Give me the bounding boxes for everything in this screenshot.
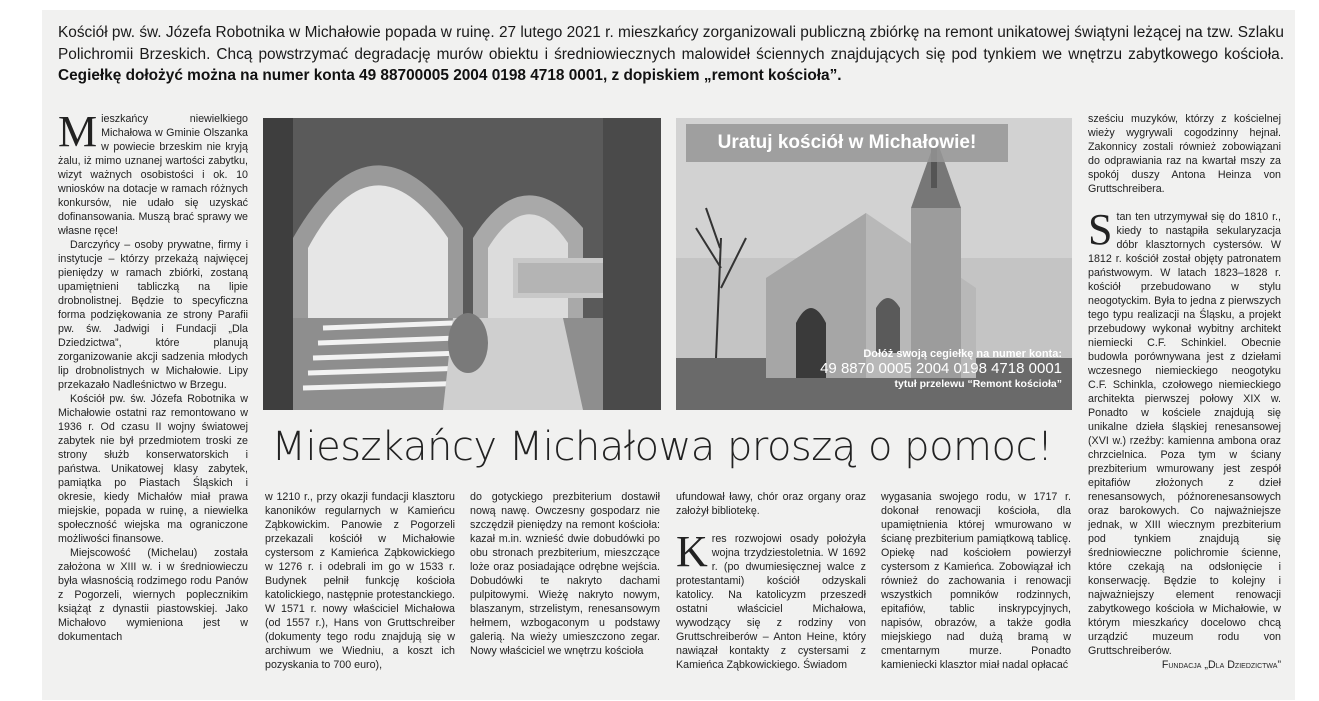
col1-paragraph-3: Kościół pw. św. Józefa Robotnika w Michałowie ostatni raz remontowano w 1936 r. Od czasu II wojny światowej zabytek nie był przedmiotem troski ze strony służb konserwatorskich i państwa. Unikatowej klasy zabytek, pamiątka po Piastach Śląskich i okresie, kiedy Michałów miał prawa miejskie, popada w ruinę, a niewielka społeczność wiejska ma ograniczone możliwości finansowe.: [58, 393, 248, 545]
col5-paragraph-1: wygasania swojego rodu, w 1717 r. dokonał renowacji kościoła, dla upamiętnienia której wmurowano w ścianę prezbiterium pamiątkową tablicę. Opiekę nad kościołem powierzył cystersom z Kamieńca. Zobowiązał ich również do zachowania i renowacji wszystkich pomników rodzinnych, epitafiów, tablic inskrypcyjnych, napisów, obrazów, a także godła miejskiego nad dużą bramą w cmentarnym murze. Ponadto kamieniecki klasztor miał nadal opłacać: [881, 491, 1071, 671]
donation-transfer-title: tytuł przelewu “Remont kościoła”: [894, 378, 1062, 390]
article-column-2: [265, 490, 455, 672]
save-church-banner: Uratuj kościół w Michałowie!: [686, 124, 1008, 162]
article-column-6: [1088, 112, 1281, 672]
col1-paragraph-1: ieszkańcy niewielkiego Michałowa w Gminie Olszanka w powiecie brzeskim nie kryją żalu, iż mimo uznanej wartości zabytku, wizyt ważnych osobistości i ok. 10 wniosków na dotacje w ramach różnych konkursów, nie udało się uzyskać dofinansowania. Muszą brać sprawy we własne ręce!: [58, 113, 248, 237]
col3-paragraph-1: do gotyckiego prezbiterium dostawił nową nawę. Owczesny gospodarz nie szczędził pieniędzy na remont kościoła: kazał m.in. wznieść dwie dobudówki po obu stronach prezbiterium, mieszczące loże oraz posiadające odrębne wejścia. Dobudówki te nakryto dachami pulpitowymi. Wieżę nakryto nowym, blaszanym, strzelistym, renesansowym hełmem, wzbogaconym u podstawy galerią. Na wieży umieszczono zegar. Nowy właściciel we wnętrzu kościoła: [470, 491, 660, 657]
article-signature: Fundacja „Dla Dziedzictwa”: [1161, 659, 1281, 671]
col6-paragraph-2: tan ten utrzymywał się do 1810 r., kiedy to nastąpiła sekularyzacja dóbr klasztornych cystersów. W 1812 r. kościół został objęty patronatem państwowym. W latach 1823–1828 r. kościół przebudowano w stylu neogotyckim. Była to jedna z pierwszych tego typu realizacji na Śląsku, a projekt przebudowy wykonał wybitny architekt niemiecki C.F. Schinkiel. Obecnie budowla porównywana jest z dziełami wczesnego niemieckiego neogotyku C.F. Schinkla, czołowego niemieckiego architekta pierwszej połowy XIX w. Ponadto w kościele znajdują się unikalne dzieła śląskiej renesansowej (XVI w.) rzeźby: kamienna ambona oraz chrzcielnica. Poza tym w ściany prezbiterium wmurowany jest zespół epitafiów złożonych z dzieł renesansowych, późnorenesansowych oraz barokowych. Co najważniejsze jednak, w XIII wiecznym prezbiterium pod tynkiem znajdują się średniowieczne polichromie ścienne, które czekają na odsłonięcie i konserwację. Będzie to kolejny i najważniejszy element renowacji zabytkowego kościoła w Michałowie, w którym mieszkańcy docelowo chcą urządzić muzeum rodu von Gruttschreiberów.: [1088, 211, 1281, 657]
lead-text: Kościół pw. św. Józefa Robotnika w Michałowie popada w ruinę. 27 lutego 2021 r. mieszkańcy zorganizowali publiczną zbiórkę na remont unikatowej świątyni leżącej na tzw. Szlaku Polichromii Brzeskich. Chcą powstrzymać degradację murów obiektu i średniowiecznych malowideł ściennych znajdujących się pod tynkiem we wnętrzu zabytkowego kościoła.: [58, 24, 1284, 63]
dropcap-k: K: [676, 527, 708, 576]
col2-paragraph-1: w 1210 r., przy okazji fundacji klasztoru kanoników regularnych w Kamieńcu Ząbkowickim. Panowie z Pogorzeli przekazali kościół w Michałowie cystersom z Kamieńca Ząbkowickiego w 1276 r. i odebrali im go w 1533 r. Budynek pełnił funkcję kościoła katolickiego, następnie protestanckiego. W 1571 r. nowy właściciel Michałowa (od 1557 r.), Hans von Gruttschreiber (dokumenty tego rodu znajdują się w archiwum we Wiedniu, a koszt ich pozyskania to 700 euro),: [265, 491, 455, 671]
lead-bank-account: Cegiełkę dołożyć można na numer konta 49 88700005 2004 0198 4718 0001, z dopiskiem „remont kościoła”.: [58, 67, 842, 84]
article-headline: Mieszkańcy Michałowa proszą o pomoc!: [271, 424, 1053, 470]
article-column-4: [676, 490, 866, 672]
donation-account-number: 49 8870 0005 2004 0198 4718 0001: [820, 360, 1062, 377]
dropcap-m: M: [58, 107, 98, 156]
church-interior-illustration: [263, 118, 661, 410]
church-interior-photo: [263, 118, 661, 410]
col4-paragraph-1: ufundował ławy, chór oraz organy oraz założył bibliotekę.: [676, 491, 866, 517]
article-column-1: [58, 107, 248, 644]
donation-caption: Dołóż swoją cegiełkę na numer konta:: [863, 348, 1062, 360]
article-column-3: [470, 490, 660, 658]
article-column-5: [881, 490, 1071, 672]
lead-paragraph: [58, 22, 1284, 87]
col6-paragraph-1: sześciu muzyków, którzy z kościelnej wieży wygrywali cogodzinny hejnał. Zakonnicy zostali również zobowiązani do odprawiania raz na kwartał mszy za spokój duszy Antona Heinza von Gruttschreibera.: [1088, 113, 1281, 195]
donation-box: [772, 348, 1062, 390]
dropcap-s: S: [1088, 205, 1113, 254]
col4-paragraph-2: res rozwojowi osady położyła wojna trzydziestoletnia. W 1692 r. (po dwumiesięcznej walce z protestantami) kościół odzyskali katolicy. Na katolicyzm przeszedł ostatni właściciel Michałowa, wywodzący się z rodziny von Gruttschreiberów – Anton Heine, który nawiązał kontakty z cystersami z Kamieńca Ząbkowickiego. Świadom: [676, 533, 866, 671]
col1-paragraph-2: Darczyńcy – osoby prywatne, firmy i instytucje – którzy przekażą najwięcej pieniędzy w ramach zbiórki, zostaną upamiętnieni tabliczką na lipie drobnolistnej. Będzie to specyficzna forma podziękowania ze strony Parafii pw. św. Jadwigi i Fundacji „Dla Dziedzictwa”, które planują zorganizowanie akcji sadzenia młodych lip drobnolistnych w Michałowie. Lipy przekazało Nadleśnictwo w Brzegu.: [58, 239, 248, 391]
col1-paragraph-4: Miejscowość (Michelau) została założona w XIII w. i w średniowieczu była własnością rodzimego rodu Panów z Pogorzeli, wiernych poplecznikim książąt z dynastii piastowskiej. Jako Michałovo wymieniona jest w dokumentach: [58, 547, 248, 643]
